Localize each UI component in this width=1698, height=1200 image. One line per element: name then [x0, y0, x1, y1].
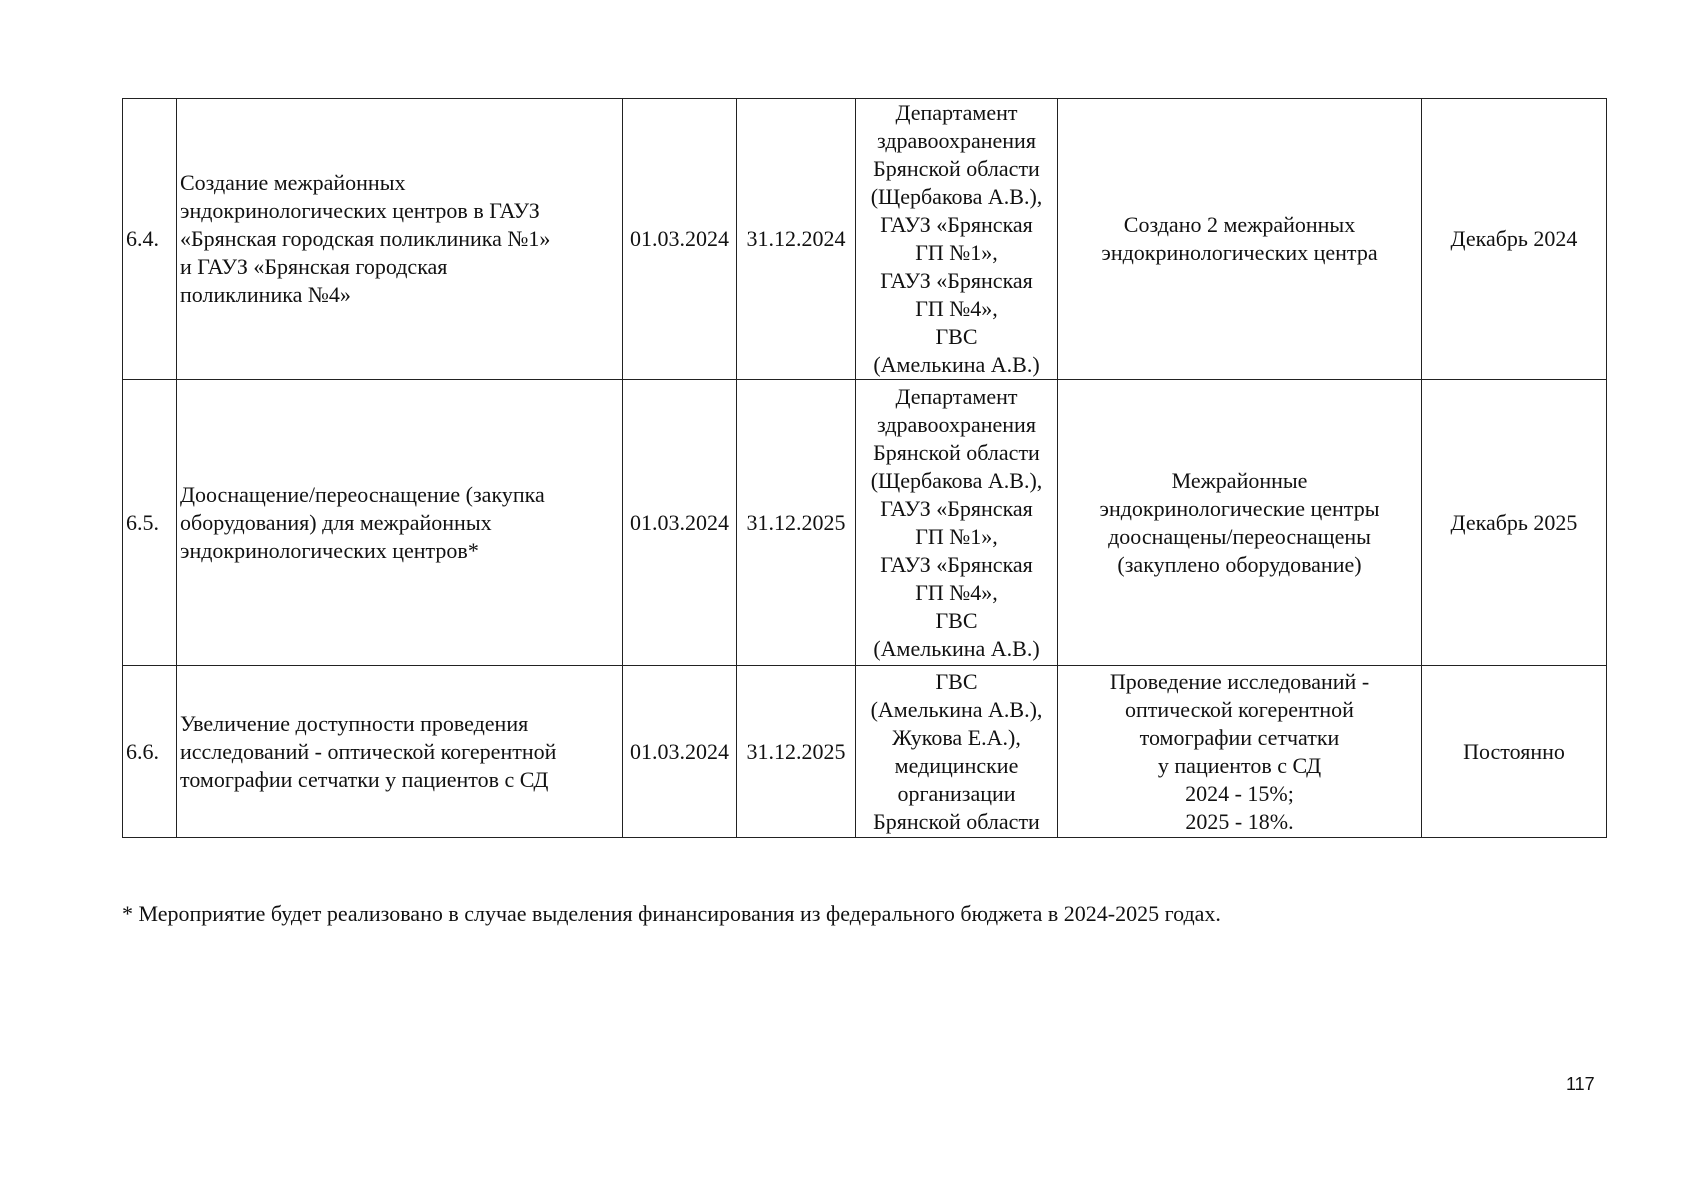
deadline: Декабрь 2024	[1422, 99, 1607, 380]
responsible	[856, 380, 1058, 666]
activity-name	[177, 99, 623, 380]
expected-result-text: Проведение исследований - оптической когерентной томографии сетчатки у пациентов с СД 2024 - 15%; 2025 - 18%.	[1109, 668, 1370, 834]
responsible	[856, 99, 1058, 380]
activity-name-text: Увеличение доступности проведения исследований - оптической когерентной томографии сетчатки у пациентов с СД	[180, 710, 557, 792]
expected-result	[1058, 380, 1422, 666]
activity-name	[177, 666, 623, 838]
table-row	[123, 380, 1607, 666]
activity-name-text: Создание межрайонных эндокринологических центров в ГАУЗ «Брянская городская поликлиника №1» и ГАУЗ «Брянская городская поликлиника №4»	[180, 170, 551, 307]
end-date: 31.12.2025	[737, 380, 856, 666]
table-row	[123, 666, 1607, 838]
end-date: 31.12.2024	[737, 99, 856, 380]
expected-result	[1058, 99, 1422, 380]
responsible-text: ГВС (Амелькина А.В.), Жукова Е.А.), медицинские организации Брянской области	[870, 668, 1043, 834]
start-date: 01.03.2024	[623, 99, 737, 380]
deadline: Постоянно	[1422, 666, 1607, 838]
row-number: 6.4.	[123, 99, 177, 380]
start-date: 01.03.2024	[623, 380, 737, 666]
row-number: 6.6.	[123, 666, 177, 838]
activities-table	[122, 98, 1607, 838]
activity-name-text: Дооснащение/переоснащение (закупка оборудования) для межрайонных эндокринологических центров*	[180, 481, 545, 563]
row-number: 6.5.	[123, 380, 177, 666]
deadline: Декабрь 2025	[1422, 380, 1607, 666]
end-date: 31.12.2025	[737, 666, 856, 838]
page-number: 117	[1566, 1074, 1595, 1094]
expected-result-text: Создано 2 межрайонных эндокринологических центра	[1101, 212, 1378, 265]
start-date: 01.03.2024	[623, 666, 737, 838]
expected-result-text: Межрайонные эндокринологические центры дооснащены/переоснащены (закуплено оборудование)	[1099, 467, 1380, 577]
responsible-text: Департамент здравоохранения Брянской области (Щербакова А.В.), ГАУЗ «Брянская ГП №1», ГАУЗ «Брянская ГП №4», ГВС (Амелькина А.В.)	[870, 383, 1043, 661]
responsible-text: Департамент здравоохранения Брянской области (Щербакова А.В.), ГАУЗ «Брянская ГП №1», ГАУЗ «Брянская ГП №4», ГВС (Амелькина А.В.)	[870, 100, 1043, 377]
footnote: * Мероприятие будет реализовано в случае выделения финансирования из федерального бюджета в 2024-2025 годах.	[122, 901, 1221, 926]
activity-name	[177, 380, 623, 666]
expected-result	[1058, 666, 1422, 838]
table-row	[123, 99, 1607, 380]
responsible	[856, 666, 1058, 838]
